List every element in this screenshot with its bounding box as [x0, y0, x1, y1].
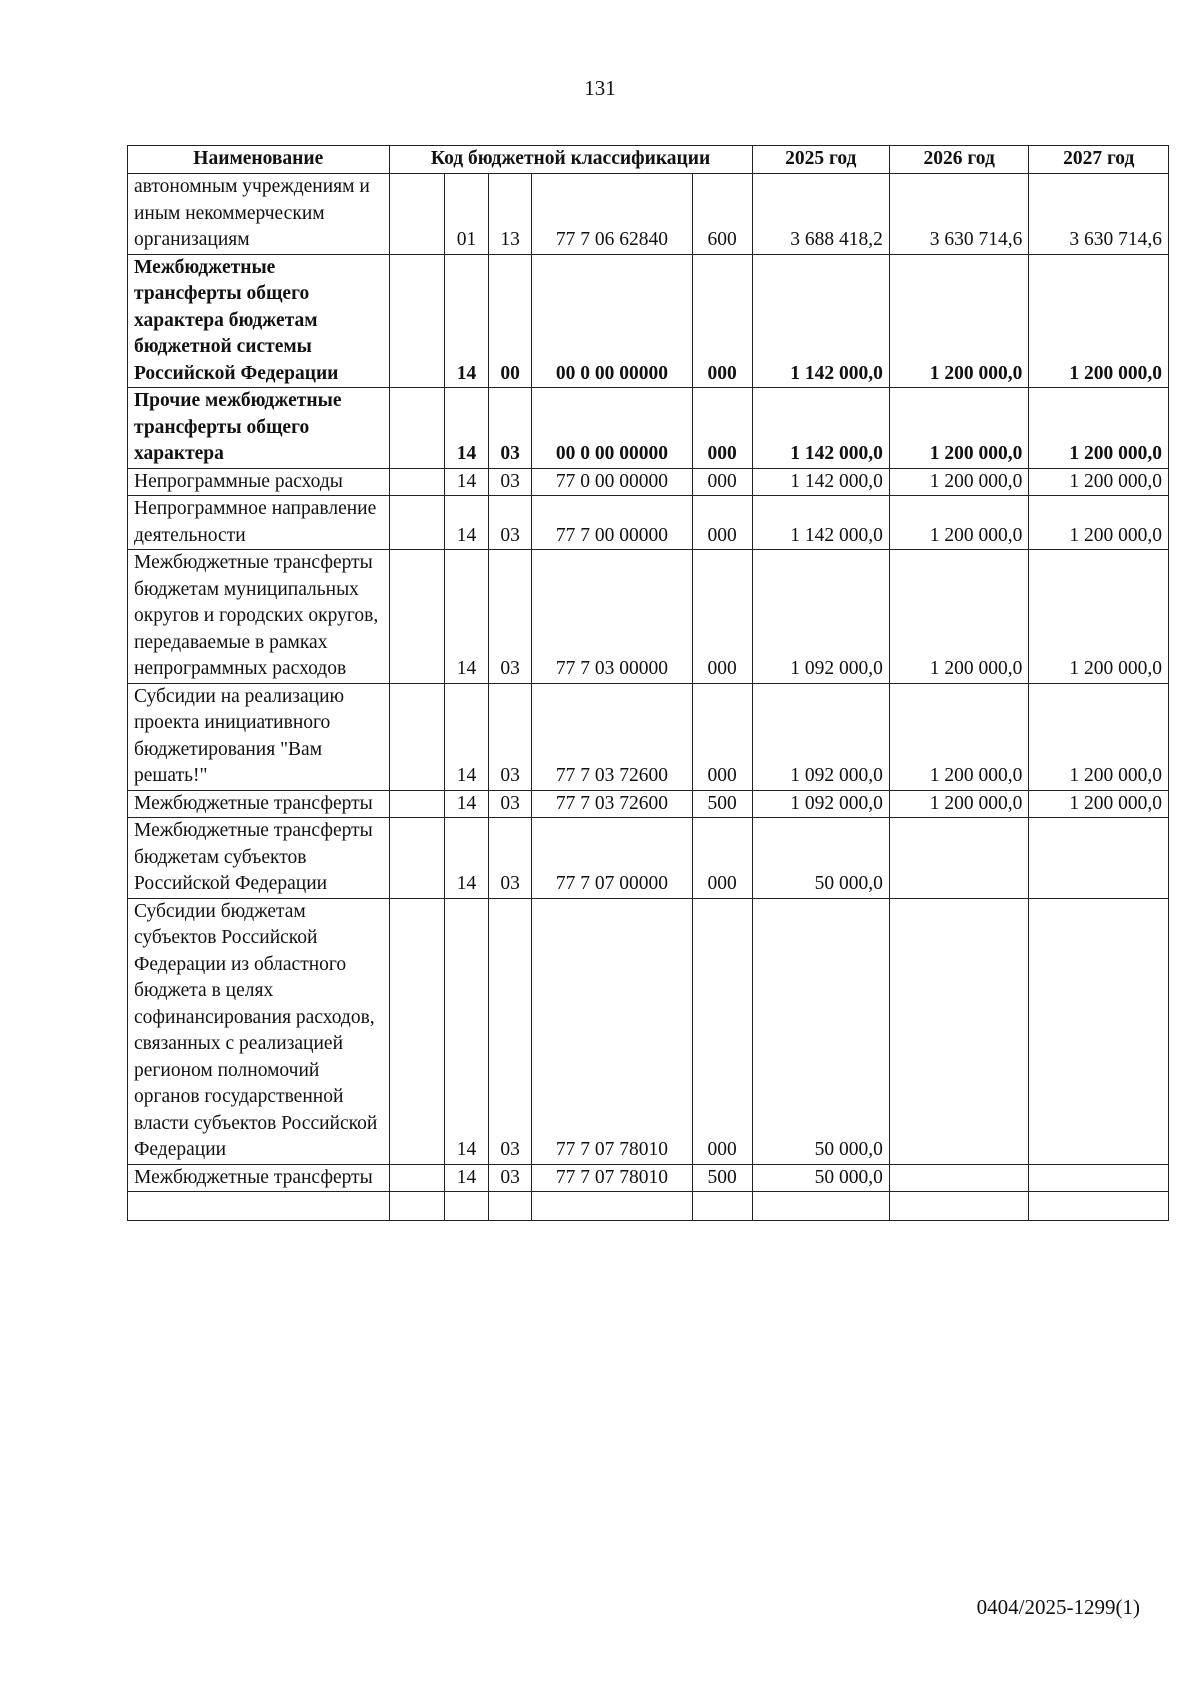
cell-amount-2026: 3 630 714,6 — [889, 174, 1029, 255]
cell-amount-2025: 1 142 000,0 — [752, 254, 889, 388]
cell-target-article: 77 7 03 72600 — [532, 683, 692, 790]
cell-name: Непрограммные расходы — [128, 468, 390, 496]
cell-blank — [389, 496, 445, 550]
cell-empty — [889, 1192, 1029, 1221]
cell-section: 14 — [445, 388, 489, 469]
cell-amount-2026 — [889, 818, 1029, 899]
cell-subsection: 03 — [488, 550, 532, 684]
cell-name: Субсидии бюджетам субъектов Российской Федерации из областного бюджета в целях софинансирования расходов, связанных с реализацией регионом полномочий органов государственной власти субъектов Российской Федерации — [128, 898, 390, 1164]
table-row — [128, 388, 1169, 469]
cell-blank — [389, 550, 445, 684]
cell-empty — [128, 1192, 390, 1221]
cell-subsection: 03 — [488, 898, 532, 1164]
cell-amount-2026: 1 200 000,0 — [889, 254, 1029, 388]
cell-expense-type: 000 — [692, 818, 752, 899]
cell-target-article: 77 7 07 78010 — [532, 898, 692, 1164]
cell-amount-2025: 1 142 000,0 — [752, 496, 889, 550]
cell-section: 14 — [445, 898, 489, 1164]
budget-table — [127, 145, 1169, 1221]
header-2025: 2025 год — [752, 146, 889, 174]
cell-section: 14 — [445, 550, 489, 684]
cell-section: 14 — [445, 1164, 489, 1192]
cell-section: 14 — [445, 468, 489, 496]
header-2027: 2027 год — [1029, 146, 1169, 174]
cell-blank — [389, 1164, 445, 1192]
cell-amount-2025: 1 092 000,0 — [752, 683, 889, 790]
cell-amount-2027 — [1029, 818, 1169, 899]
cell-subsection: 13 — [488, 174, 532, 255]
cell-target-article: 77 0 00 00000 — [532, 468, 692, 496]
cell-amount-2025: 50 000,0 — [752, 1164, 889, 1192]
table-row — [128, 1164, 1169, 1192]
header-2026: 2026 год — [889, 146, 1029, 174]
cell-subsection: 03 — [488, 468, 532, 496]
cell-amount-2026: 1 200 000,0 — [889, 388, 1029, 469]
cell-empty — [445, 1192, 489, 1221]
cell-empty — [389, 1192, 445, 1221]
cell-amount-2027: 1 200 000,0 — [1029, 550, 1169, 684]
cell-blank — [389, 468, 445, 496]
cell-subsection: 03 — [488, 1164, 532, 1192]
cell-expense-type: 000 — [692, 683, 752, 790]
cell-name: Субсидии на реализацию проекта инициативного бюджетирования "Вам решать!" — [128, 683, 390, 790]
cell-amount-2025: 1 142 000,0 — [752, 388, 889, 469]
cell-target-article: 77 7 03 00000 — [532, 550, 692, 684]
cell-blank — [389, 683, 445, 790]
cell-empty — [1029, 1192, 1169, 1221]
cell-amount-2027: 1 200 000,0 — [1029, 388, 1169, 469]
header-name: Наименование — [128, 146, 390, 174]
cell-amount-2025: 1 092 000,0 — [752, 550, 889, 684]
cell-amount-2027 — [1029, 1164, 1169, 1192]
cell-amount-2026: 1 200 000,0 — [889, 468, 1029, 496]
cell-subsection: 03 — [488, 683, 532, 790]
cell-amount-2025: 1 092 000,0 — [752, 790, 889, 818]
cell-empty — [752, 1192, 889, 1221]
table-row-empty — [128, 1192, 1169, 1221]
cell-target-article: 77 7 07 00000 — [532, 818, 692, 899]
cell-section: 01 — [445, 174, 489, 255]
cell-expense-type: 500 — [692, 790, 752, 818]
cell-expense-type: 000 — [692, 898, 752, 1164]
cell-subsection: 00 — [488, 254, 532, 388]
table-row — [128, 468, 1169, 496]
cell-name: автономным учреждениям и иным некоммерческим организациям — [128, 174, 390, 255]
table-body — [128, 174, 1169, 1221]
cell-subsection: 03 — [488, 790, 532, 818]
table-row — [128, 898, 1169, 1164]
cell-target-article: 77 7 03 72600 — [532, 790, 692, 818]
page-number: 131 — [584, 76, 616, 100]
cell-expense-type: 000 — [692, 550, 752, 684]
table-row — [128, 790, 1169, 818]
cell-name: Прочие межбюджетные трансферты общего характера — [128, 388, 390, 469]
cell-section: 14 — [445, 254, 489, 388]
cell-amount-2026 — [889, 898, 1029, 1164]
cell-section: 14 — [445, 496, 489, 550]
table-row — [128, 550, 1169, 684]
cell-target-article: 00 0 00 00000 — [532, 254, 692, 388]
cell-name: Межбюджетные трансферты бюджетам муниципальных округов и городских округов, передаваемые в рамках непрограммных расходов — [128, 550, 390, 684]
cell-amount-2026: 1 200 000,0 — [889, 790, 1029, 818]
document-id: 0404/2025-1299(1) — [976, 1595, 1140, 1619]
cell-blank — [389, 898, 445, 1164]
cell-name: Межбюджетные трансферты — [128, 1164, 390, 1192]
cell-section: 14 — [445, 790, 489, 818]
cell-amount-2025: 50 000,0 — [752, 898, 889, 1164]
header-code: Код бюджетной классификации — [389, 146, 752, 174]
cell-expense-type: 000 — [692, 468, 752, 496]
table-row — [128, 818, 1169, 899]
cell-expense-type: 000 — [692, 254, 752, 388]
cell-amount-2026: 1 200 000,0 — [889, 683, 1029, 790]
cell-amount-2026 — [889, 1164, 1029, 1192]
cell-expense-type: 000 — [692, 496, 752, 550]
table-row — [128, 174, 1169, 255]
cell-target-article: 77 7 07 78010 — [532, 1164, 692, 1192]
cell-amount-2025: 1 142 000,0 — [752, 468, 889, 496]
cell-empty — [488, 1192, 532, 1221]
table-header-row — [128, 146, 1169, 174]
cell-amount-2025: 3 688 418,2 — [752, 174, 889, 255]
table-row — [128, 254, 1169, 388]
cell-amount-2026: 1 200 000,0 — [889, 550, 1029, 684]
cell-section: 14 — [445, 683, 489, 790]
cell-section: 14 — [445, 818, 489, 899]
cell-subsection: 03 — [488, 388, 532, 469]
cell-expense-type: 000 — [692, 388, 752, 469]
cell-expense-type: 600 — [692, 174, 752, 255]
cell-target-article: 77 7 06 62840 — [532, 174, 692, 255]
cell-target-article: 77 7 00 00000 — [532, 496, 692, 550]
cell-subsection: 03 — [488, 496, 532, 550]
cell-amount-2027: 1 200 000,0 — [1029, 683, 1169, 790]
table-row — [128, 496, 1169, 550]
cell-amount-2027: 3 630 714,6 — [1029, 174, 1169, 255]
cell-empty — [532, 1192, 692, 1221]
cell-name: Межбюджетные трансферты общего характера бюджетам бюджетной системы Российской Федерации — [128, 254, 390, 388]
cell-blank — [389, 388, 445, 469]
cell-name: Межбюджетные трансферты — [128, 790, 390, 818]
cell-name: Непрограммное направление деятельности — [128, 496, 390, 550]
cell-expense-type: 500 — [692, 1164, 752, 1192]
cell-amount-2027 — [1029, 898, 1169, 1164]
table-row — [128, 683, 1169, 790]
cell-blank — [389, 174, 445, 255]
cell-amount-2025: 50 000,0 — [752, 818, 889, 899]
cell-target-article: 00 0 00 00000 — [532, 388, 692, 469]
cell-amount-2027: 1 200 000,0 — [1029, 790, 1169, 818]
cell-name: Межбюджетные трансферты бюджетам субъектов Российской Федерации — [128, 818, 390, 899]
cell-amount-2026: 1 200 000,0 — [889, 496, 1029, 550]
cell-amount-2027: 1 200 000,0 — [1029, 468, 1169, 496]
cell-empty — [692, 1192, 752, 1221]
cell-blank — [389, 254, 445, 388]
cell-amount-2027: 1 200 000,0 — [1029, 496, 1169, 550]
cell-blank — [389, 818, 445, 899]
cell-subsection: 03 — [488, 818, 532, 899]
cell-amount-2027: 1 200 000,0 — [1029, 254, 1169, 388]
cell-blank — [389, 790, 445, 818]
